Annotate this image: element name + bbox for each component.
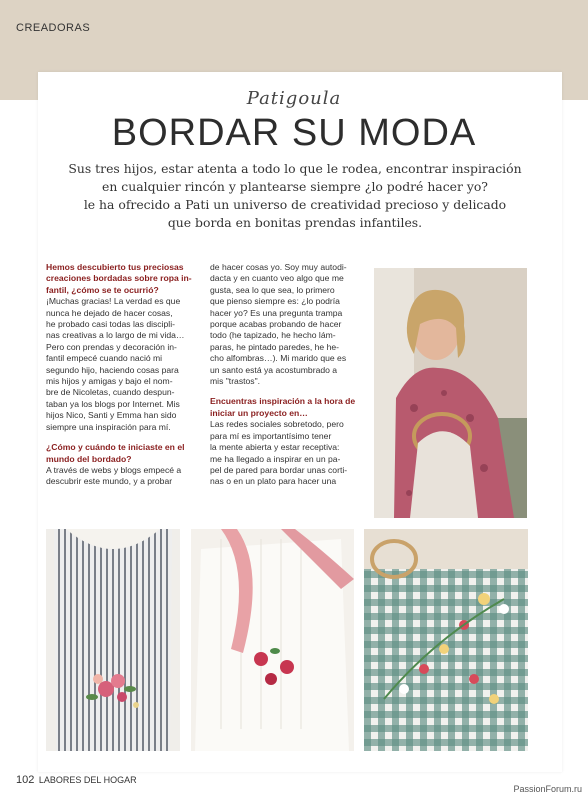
answer-3: Las redes sociales sobretodo, pero para mí es importantísimo tener la mente abierta y estar receptiva: me ha llegado a inspirar en un pa- pel de pared para bordar unas corti- nas o en un plato para hacer una — [210, 419, 348, 487]
article-title: BORDAR SU MODA — [111, 112, 477, 154]
gingham-fabric-photo — [364, 529, 528, 751]
page-number: 102 — [16, 774, 35, 786]
article-subtitle: Patigoula — [246, 88, 342, 109]
white-garment-photo — [191, 529, 354, 751]
striped-garment-photo — [46, 529, 180, 751]
lead-line: le ha ofrecido a Pati un universo de creatividad precioso y delicado — [83, 197, 507, 212]
question-3: Encuentras inspiración a la hora de iniciar un proyecto en… — [210, 396, 356, 418]
answer-2-continued: de hacer cosas yo. Soy muy autodi- dacta y en cuanto veo algo que me gusta, sea lo que sea, lo primero que pienso siempre es: ¿lo podría hacer yo? Es una pregunta trampa porque acabas probando de hacer todo (he tapizado, he hecho lám- paras, he pintado paredes, he he- cho alfombras…). Mi marido que es un santo está ya acostumbrado a mis "trastos". — [210, 262, 347, 387]
answer-2: A través de webs y blogs empecé a descubrir este mundo, y a probar — [46, 464, 182, 487]
question-2: ¿Cómo y cuándo te iniciaste en el mundo del bordado? — [46, 442, 185, 464]
portrait-photo — [374, 268, 527, 518]
text-column-2 — [210, 262, 367, 488]
question-1: Hemos descubierto tus preciosas creaciones bordadas sobre ropa in- fantil, ¿cómo se te ocurrió? — [46, 262, 192, 295]
lead-line: que borda en bonitas prendas infantiles. — [167, 215, 423, 230]
lead-paragraph — [60, 160, 530, 232]
section-label: CREADORAS — [16, 22, 91, 34]
lead-line: Sus tres hijos, estar atenta a todo lo que le rodea, encontrar inspiración — [68, 161, 522, 176]
answer-1: ¡Muchas gracias! La verdad es que nunca he dejado de hacer cosas, he probado casi todas las discipli- nas creativas a lo largo de mi vida… Pero con prendas y decoración in- fantil empecé cuando nació mi segundo hijo, haciendo cosas para mis hijos y amigas y bajo el nom- bre de Nicoletas, cuando despun- taban ya los blogs por Internet. Mis hijos Nico, Santi y Emma han sido siempre una inspiración para mí. — [46, 296, 185, 432]
page-footer — [16, 774, 137, 786]
text-column-1 — [46, 262, 203, 488]
magazine-name: LABORES DEL HOGAR — [38, 775, 137, 785]
lead-line: en cualquier rincón y plantearse siempre ¿lo podré hacer yo? — [102, 179, 488, 194]
watermark: PassionForum.ru — [513, 784, 582, 794]
